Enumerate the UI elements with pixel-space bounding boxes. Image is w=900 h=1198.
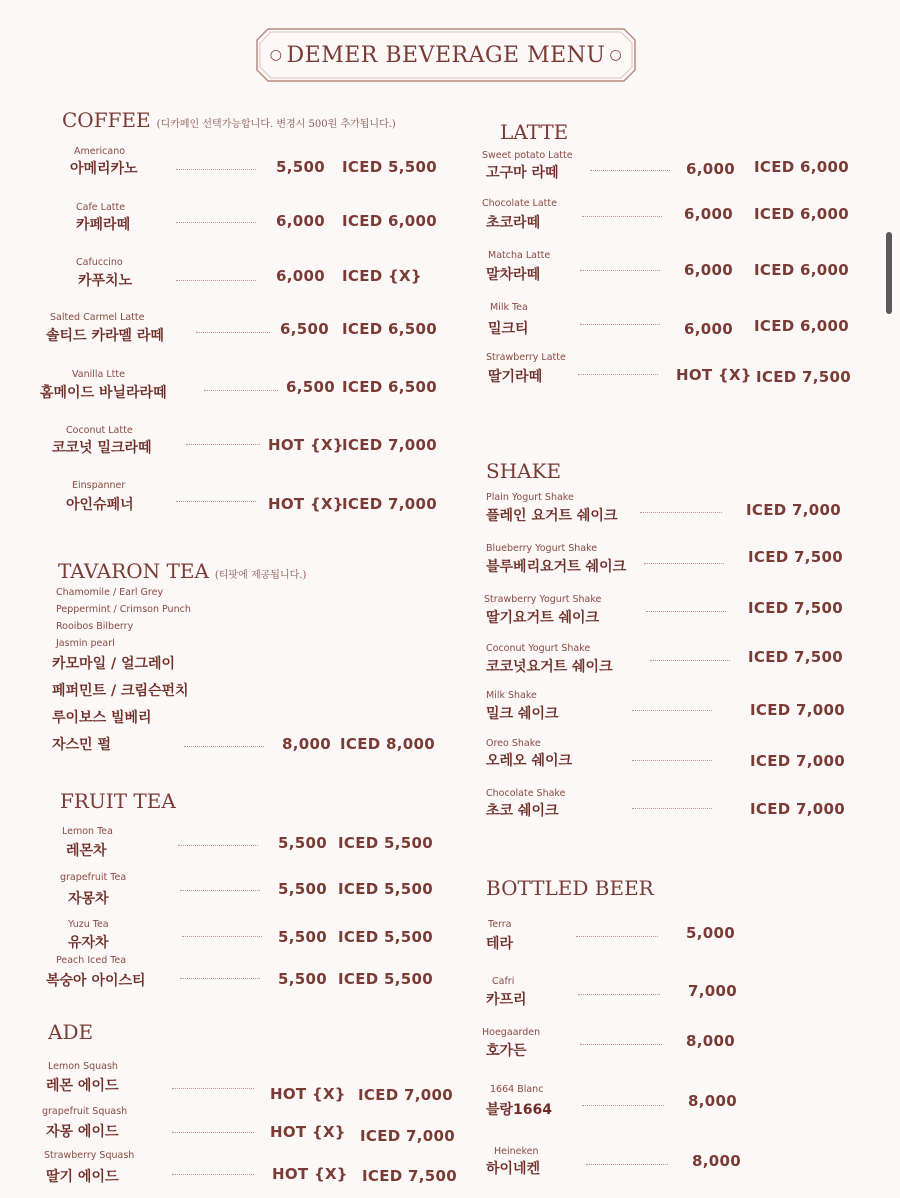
section-shake: SHAKE	[486, 459, 562, 483]
tea-korean-list: 카모마일 / 얼그레이 페퍼민트 / 크림슨펀치 루이보스 빌베리 자스민 펄	[52, 656, 189, 753]
section-coffee: COFFEE (디카페인 선택가능합니다. 변경시 500원 추가됩니다.)	[62, 108, 396, 132]
section-bottled-beer: BOTTLED BEER	[486, 876, 654, 900]
tea-hot-price: 8,000	[282, 735, 331, 753]
tea-iced-price: ICED 8,000	[340, 735, 435, 753]
section-fruit-tea: FRUIT TEA	[60, 789, 176, 813]
circle-ornament-icon: ○	[269, 47, 283, 63]
section-latte: LATTE	[500, 120, 569, 144]
tea-english-list: Chamomile / Earl Grey Peppermint / Crimson Punch Rooibos Bilberry Jasmin pearl	[56, 587, 191, 649]
section-tavaron-tea: TAVARON TEA (티팟에 제공됩니다.)	[58, 559, 307, 583]
section-ade: ADE	[48, 1020, 94, 1044]
section-note: (디카페인 선택가능합니다. 변경시 500원 추가됩니다.)	[156, 119, 396, 130]
menu-title: ○ DEMER BEVERAGE MENU ○	[269, 42, 623, 68]
scrollbar-thumb[interactable]	[886, 232, 892, 314]
circle-ornament-icon: ○	[609, 47, 623, 63]
section-note: (티팟에 제공됩니다.)	[214, 570, 307, 581]
